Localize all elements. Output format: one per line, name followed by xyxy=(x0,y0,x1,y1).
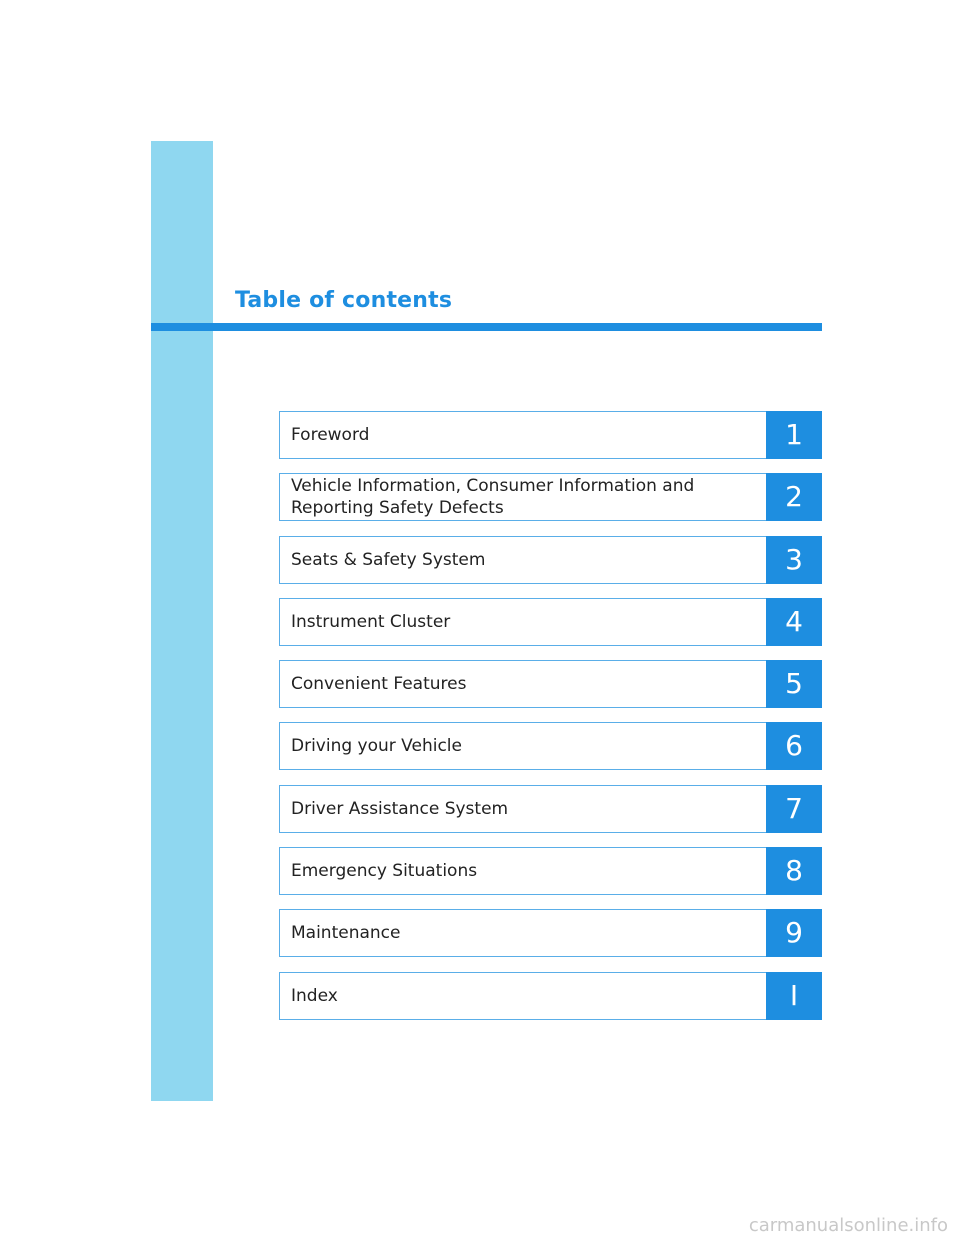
toc-item-vehicle-information[interactable] xyxy=(279,473,822,521)
toc-item-label: Instrument Cluster xyxy=(291,611,451,632)
toc-chapter-tab[interactable]: 2 xyxy=(766,473,822,521)
watermark: carmanualsonline.info xyxy=(748,1215,948,1236)
toc-chapter-tab[interactable]: 7 xyxy=(766,785,822,833)
toc-item-driving-your-vehicle[interactable] xyxy=(279,722,822,770)
toc-chapter-tab[interactable]: 3 xyxy=(766,536,822,584)
toc-item-index[interactable] xyxy=(279,972,822,1020)
toc-item-instrument-cluster[interactable] xyxy=(279,598,822,646)
toc-chapter-tab[interactable]: 4 xyxy=(766,598,822,646)
toc-item-label: Vehicle Information, Consumer Information and Reporting Safety Defects xyxy=(291,476,695,519)
toc-chapter-tab[interactable]: 1 xyxy=(766,411,822,459)
toc-item-label: Driving your Vehicle xyxy=(291,736,462,757)
toc-chapter-tab[interactable]: 9 xyxy=(766,909,822,957)
toc-item-foreword[interactable] xyxy=(279,411,822,459)
toc-item-convenient-features[interactable] xyxy=(279,660,822,708)
toc-chapter-tab[interactable]: I xyxy=(766,972,822,1020)
side-color-bar xyxy=(151,141,213,1101)
toc-item-seats-safety[interactable] xyxy=(279,536,822,584)
toc-item-emergency-situations[interactable] xyxy=(279,847,822,895)
toc-chapter-tab[interactable]: 5 xyxy=(766,660,822,708)
toc-item-label: Maintenance xyxy=(291,923,401,944)
toc-chapter-tab[interactable]: 8 xyxy=(766,847,822,895)
toc-item-label: Index xyxy=(291,985,338,1006)
toc-item-driver-assistance[interactable] xyxy=(279,785,822,833)
page-title: Table of contents xyxy=(235,288,453,313)
toc-chapter-tab[interactable]: 6 xyxy=(766,722,822,770)
toc-item-label: Emergency Situations xyxy=(291,861,478,882)
toc-item-label: Convenient Features xyxy=(291,674,467,695)
toc-item-label: Driver Assistance System xyxy=(291,798,509,819)
title-underline xyxy=(151,323,822,331)
toc-item-label: Seats & Safety System xyxy=(291,549,486,570)
toc-list xyxy=(279,411,822,1034)
toc-item-label: Foreword xyxy=(291,425,370,445)
toc-item-maintenance[interactable] xyxy=(279,909,822,957)
